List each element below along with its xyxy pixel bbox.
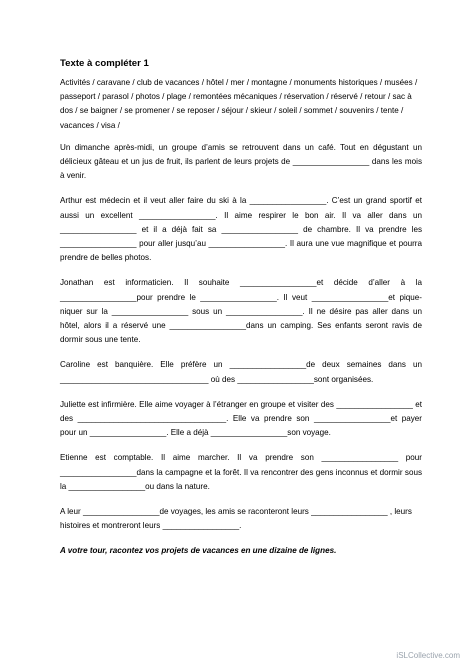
worksheet-content (60, 58, 422, 559)
paragraph-retour: A leur _________________de voyages, les amis se raconteront leurs _________________ , leurs histoires et montreront leurs _________________. (60, 507, 412, 531)
writing-instruction: A votre tour, racontez vos projets de vacances en une dizaine de lignes. (60, 546, 337, 556)
footer-watermark: iSLCollective.com (396, 651, 460, 660)
paragraph-caroline: Caroline est banquière. Elle préfère un _________________de deux semaines dans un _________________________________ où des _________________sont organisées. (60, 360, 422, 384)
vocabulary-list: Activités / caravane / club de vacances / hôtel / mer / montagne / monuments historiques / musées / passeport / parasol / photos / plage / remontées mécaniques / réservation / réservé / retour / sac à dos / se baigner / se promener / se reposer / séjour / skieur / soleil / sommet / souvenirs / tente / vacances / visa / (60, 78, 418, 130)
page-title: Texte à compléter 1 (60, 58, 149, 69)
paragraph-juliette: Juliette est infirmière. Elle aime voyager à l’étranger en groupe et visiter des _________________ et des _________________________________. Elle va prendre son _________________et payer pour un _________________. Elle a déjà _________________son voyage. (60, 399, 422, 438)
paragraph-etienne: Etienne est comptable. Il aime marcher. Il va prendre son _________________ pour _________________dans la campagne et la forêt. Il va rencontrer des gens inconnus et dormir sous la _________________ou dans la nature. (60, 453, 422, 491)
paragraph-jonathan: Jonathan est informaticien. Il souhaite _________________et décide d’aller à la _________________pour prendre le _________________. Il veut _________________et pique-niquer sur la _________________ sous un _________________. Il ne désire pas aller dans un hôtel, alors il a réservé une _________________dans un camping. Ses enfants seront ravis de dormir sous une tente. (60, 278, 422, 345)
paragraph-arthur: Arthur est médecin et il veut aller faire du ski à la _________________. C’est un grand sportif et aussi un excellent _________________. Il aime respirer le bon air. Il va aller dans un _________________ et il a déjà fait sa _________________ de chambre. Il va prendre les _________________ pour aller jusqu’au _________________. Il aura une vue magnifique et pourra prendre de belles photos. (60, 196, 422, 263)
paragraph-intro: Un dimanche après-midi, un groupe d’amis se retrouvent dans un café. Tout en dégustant un délicieux gâteau et un jus de fruit, ils parlent de leurs projets de _________________ dans les mois à venir. (60, 142, 422, 181)
